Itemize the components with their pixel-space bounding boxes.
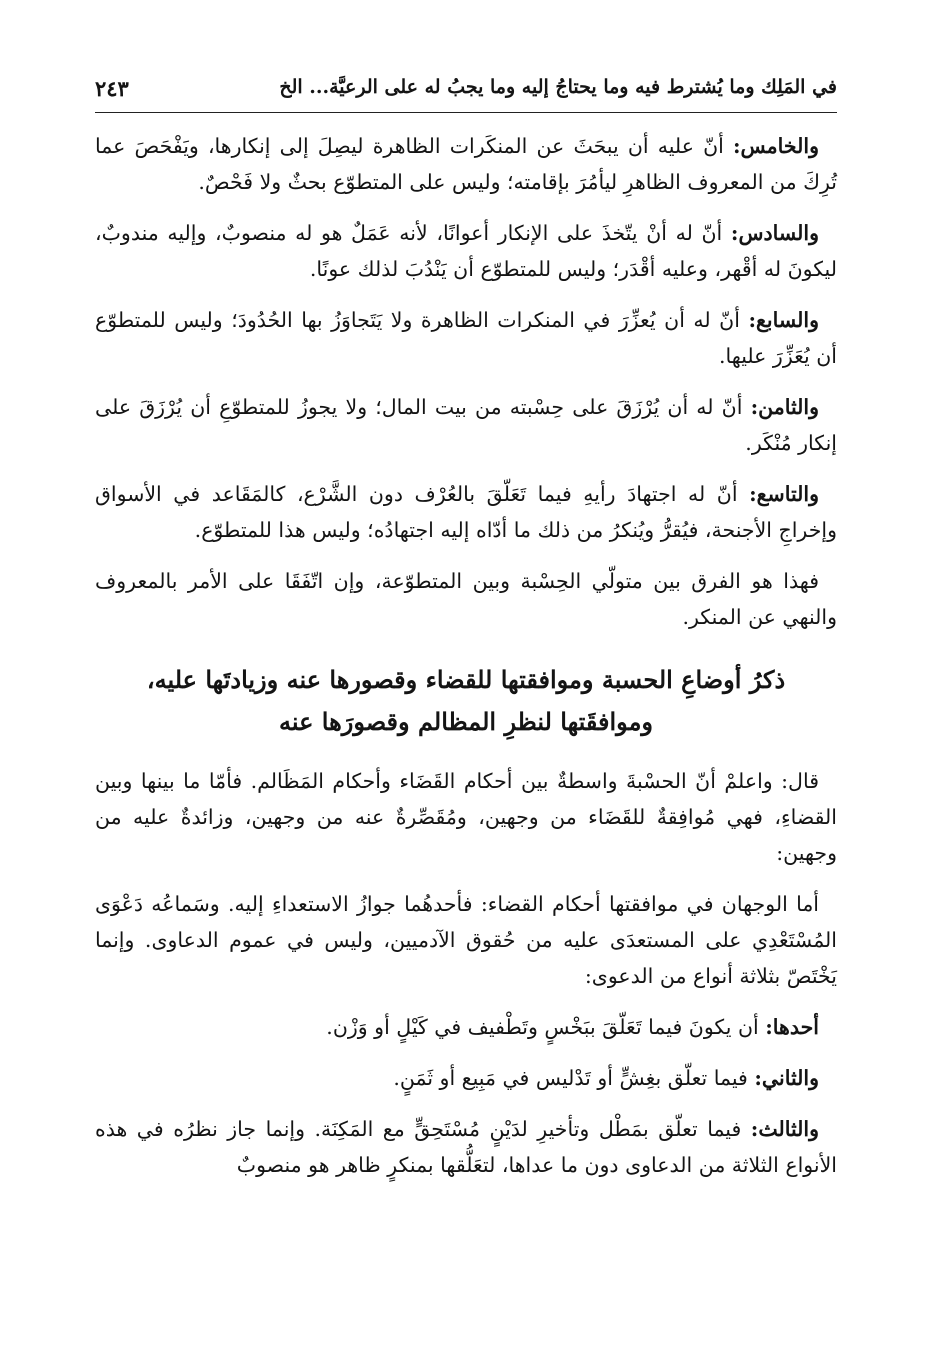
paragraph-seventh: [95, 302, 837, 374]
paragraph-text: أنّ له اجتهادَ رأيهِ فيما تَعَلّقَ بالعُرْف دون الشَّرْع، كالمَقَاعد في الأسواق وإخراجِ الأجنحة، فيُقرُّ ويُنكرُ من ذلك ما أدّاه إليه اجتهادُه؛ وليس هذا للمتطوّع.: [95, 482, 837, 542]
paragraph-lead: أحدها:: [765, 1015, 819, 1039]
paragraph-text: أن يكونَ فيما تَعَلّقَ ببَخْسٍ وتَطْفيف في كَيْلٍ أو وَزْن.: [326, 1015, 766, 1039]
paragraph-text: فهذا هو الفرق بين متولّي الحِسْبة وبين المتطوّعة، وإن اتّفَقَا على الأمر بالمعروف والنهي عن المنكر.: [95, 569, 837, 629]
section-heading-line-1: ذكرُ أوضاعِ الحسبة وموافقتها للقضاء وقصورها عنه وزيادتَها عليه،: [146, 665, 786, 694]
paragraph-lead: والثالث:: [750, 1117, 819, 1141]
list-item-third: [95, 1111, 837, 1183]
paragraph-text: أنّ عليه أن يبحَثَ عن المنكَرات الظاهرة ليصِلَ إلى إنكارها، ويَفْحَصَ عما تُرِكَ من المعروف الظاهرِ ليأمُرَ بإقامته؛ وليس على المتطوّع بحثٌ ولا فَحْصٌ.: [95, 134, 837, 194]
paragraph-text: فيما تعلّق بغِشٍّ أو تَدْليس في مَبِيع أو ثَمَنٍ.: [393, 1066, 755, 1090]
list-item-first: [95, 1009, 837, 1045]
paragraph-lead: والسابع:: [748, 308, 819, 332]
book-page: [95, 70, 837, 1177]
paragraph-text: أما الوجهان في موافقتها أحكام القضاء: فأحدهُما جوازُ الاستعداءِ إليه. وسَماعُه دَعْوَى المُسْتَعْدِي على المستعدَى عليه من حُقوق الآدميين، وليس في عموم الدعاوى. وإنما يَخْتَصّ بثلاثة أنواع من الدعوى:: [95, 892, 837, 988]
paragraph-text: أنّ له أنْ يتّخذَ على الإنكار أعوانًا، لأنه عَمَلٌ هو له منصوبٌ، وإليه مندوبٌ، ليكونَ له أقْهر، وعليه أقْدَر؛ وليس للمتطوّع أن يَنْدُبَ لذلك عونًا.: [95, 221, 837, 281]
paragraph-ninth: [95, 476, 837, 548]
page-number: ٢٤٣: [95, 76, 129, 101]
paragraph-intro: [95, 763, 837, 871]
paragraph-lead: والخامس:: [732, 134, 819, 158]
paragraph-text: قال: واعلمْ أنّ الحسْبةَ واسطةٌ بين أحكام القَضَاء وأحكام المَظَالم. فأمّا ما بينها وبين القضاءِ، فهي مُوافِقةٌ للقَضَاء من وجهين، ومُقَصِّرةٌ عنه من وجهين، وزائدةٌ عليه من وجهين:: [95, 769, 837, 865]
running-head: في المَلِك وما يُشترط فيه وما يحتاجُ إليه وما يجبُ له على الرعيَّة... الخ: [279, 76, 837, 98]
paragraph-sixth: [95, 215, 837, 287]
paragraph-lead: والثامن:: [750, 395, 819, 419]
page-header: [95, 70, 837, 110]
paragraph-lead: والسادس:: [730, 221, 819, 245]
paragraph-text: أنّ له أن يُعزِّرَ في المنكرات الظاهرة ولا يَتَجاوَزُ بها الحُدُودَ؛ وليس للمتطوّع أن يُعَزِّرَ عليها.: [95, 308, 837, 368]
paragraph-text: أنّ له أن يُرْزَقَ على حِسْبته من بيت المال؛ ولا يجوزُ للمتطوّعِ أن يُرْزَقَ على إنكار مُنْكَر.: [95, 395, 837, 455]
header-divider: [95, 112, 837, 113]
paragraph-agreement: [95, 886, 837, 994]
paragraph-eighth: [95, 389, 837, 461]
section-heading: [95, 659, 837, 743]
page-body: [95, 128, 837, 1198]
paragraph-text: فيما تعلّق بمَطْل وتأخيرِ لدَيْنٍ مُسْتَحِقٍّ مع المَكِنَة. وإنما جاز نظرُه في هذه الأنواع الثلاثة من الدعاوى دون ما عداها، لتعَلُّقها بمنكرٍ ظاهر هو منصوبٌ: [95, 1117, 837, 1177]
paragraph-summary: [95, 563, 837, 635]
paragraph-lead: والثاني:: [754, 1066, 819, 1090]
paragraph-lead: والتاسع:: [749, 482, 819, 506]
list-item-second: [95, 1060, 837, 1096]
section-heading-line-2: وموافقَتها لنظرِ المظالم وقصورَها عنه: [278, 707, 654, 736]
paragraph-fifth: [95, 128, 837, 200]
